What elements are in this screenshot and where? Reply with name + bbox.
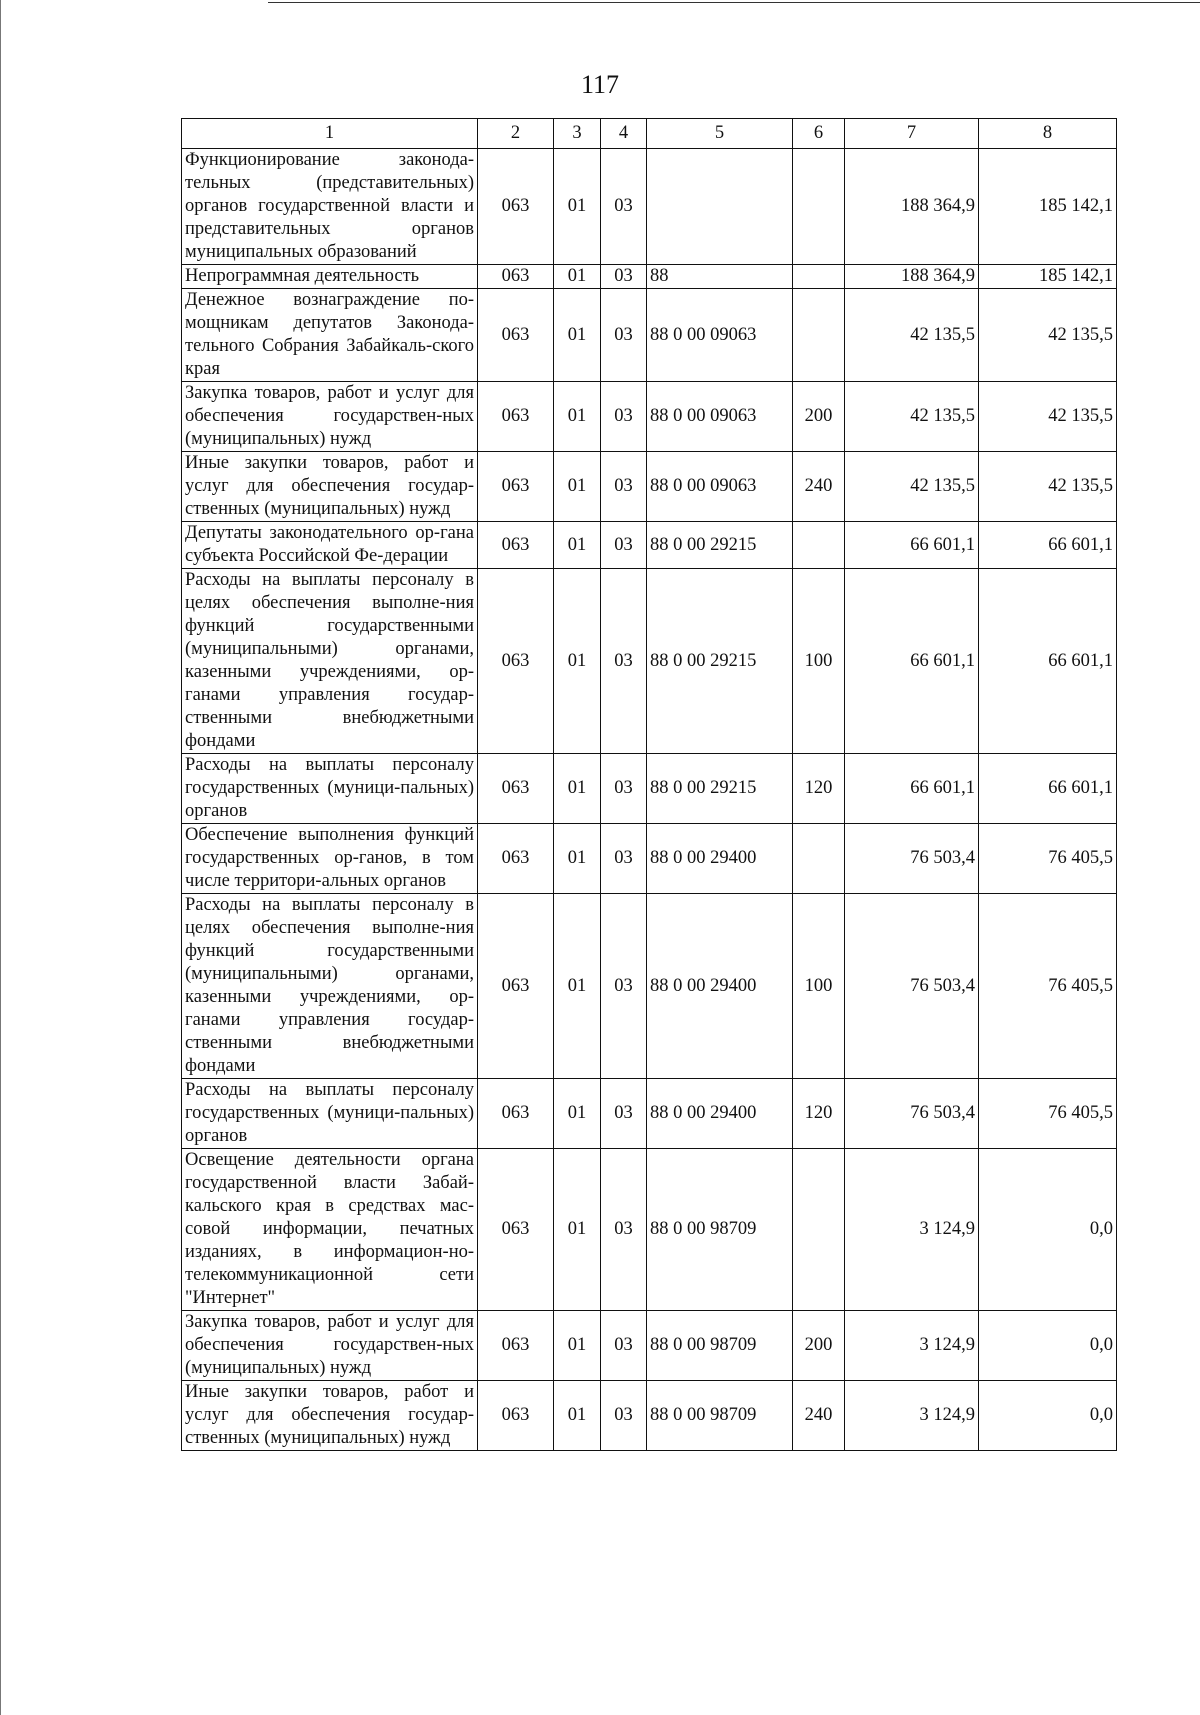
- cell-amount-year-1: 42 135,5: [845, 452, 979, 522]
- cell-subsection-code: 03: [601, 1311, 647, 1381]
- cell-target-article: [647, 149, 793, 265]
- cell-name: Депутаты законодательного ор-гана субъекта Российской Фе-дерации: [182, 522, 478, 569]
- cell-amount-year-2: 76 405,5: [979, 1079, 1117, 1149]
- cell-expense-type: [793, 289, 845, 382]
- cell-target-article: 88 0 00 29400: [647, 1079, 793, 1149]
- cell-target-article: 88 0 00 29215: [647, 569, 793, 754]
- header-row: [182, 119, 1117, 149]
- cell-subsection-code: 03: [601, 382, 647, 452]
- table-row: [182, 1311, 1117, 1381]
- cell-section-code: 01: [554, 289, 601, 382]
- cell-section-code: 01: [554, 382, 601, 452]
- cell-name: Обеспечение выполнения функций государственных ор-ганов, в том числе территори-альных органов: [182, 824, 478, 894]
- cell-name: Расходы на выплаты персоналу в целях обеспечения выполне-ния функций государственными (муниципальными) органами, казенными учреждениями, ор-ганами управления государ-ственными внебюджетными фондами: [182, 894, 478, 1079]
- table-row: [182, 754, 1117, 824]
- cell-expense-type: 120: [793, 1079, 845, 1149]
- cell-subsection-code: 03: [601, 1381, 647, 1451]
- cell-section-code: 01: [554, 754, 601, 824]
- table-row: [182, 1079, 1117, 1149]
- cell-amount-year-2: 185 142,1: [979, 149, 1117, 265]
- cell-section-code: 01: [554, 149, 601, 265]
- cell-amount-year-1: 42 135,5: [845, 382, 979, 452]
- cell-target-article: 88 0 00 29400: [647, 894, 793, 1079]
- cell-expense-type: [793, 1149, 845, 1311]
- cell-amount-year-2: 0,0: [979, 1311, 1117, 1381]
- cell-ministry-code: 063: [478, 894, 554, 1079]
- column-header-8: 8: [979, 119, 1117, 149]
- column-header-6: 6: [793, 119, 845, 149]
- cell-name: Освещение деятельности органа государственной власти Забай-кальского края в средствах мас-совой информации, печатных изданиях, в информацион-но-телекоммуникационной сети "Интернет": [182, 1149, 478, 1311]
- cell-target-article: 88: [647, 265, 793, 289]
- cell-subsection-code: 03: [601, 894, 647, 1079]
- cell-name: Денежное вознаграждение по-мощникам депутатов Законода-тельного Собрания Забайкаль-ского края: [182, 289, 478, 382]
- column-header-2: 2: [478, 119, 554, 149]
- cell-amount-year-2: 66 601,1: [979, 522, 1117, 569]
- cell-ministry-code: 063: [478, 265, 554, 289]
- table-row: [182, 149, 1117, 265]
- cell-target-article: 88 0 00 29215: [647, 754, 793, 824]
- cell-expense-type: 240: [793, 1381, 845, 1451]
- cell-amount-year-1: 66 601,1: [845, 522, 979, 569]
- cell-expense-type: 200: [793, 382, 845, 452]
- cell-target-article: 88 0 00 98709: [647, 1311, 793, 1381]
- table-row: [182, 1149, 1117, 1311]
- cell-name: Функционирование законода-тельных (представительных) органов государственной власти и представительных органов муниципальных образований: [182, 149, 478, 265]
- table-row: [182, 452, 1117, 522]
- cell-expense-type: 200: [793, 1311, 845, 1381]
- cell-amount-year-1: 66 601,1: [845, 754, 979, 824]
- cell-expense-type: [793, 522, 845, 569]
- cell-subsection-code: 03: [601, 1149, 647, 1311]
- cell-target-article: 88 0 00 98709: [647, 1381, 793, 1451]
- cell-expense-type: 100: [793, 569, 845, 754]
- cell-subsection-code: 03: [601, 149, 647, 265]
- cell-subsection-code: 03: [601, 754, 647, 824]
- column-header-3: 3: [554, 119, 601, 149]
- cell-amount-year-1: 188 364,9: [845, 149, 979, 265]
- cell-name: Непрограммная деятельность: [182, 265, 478, 289]
- table-row: [182, 289, 1117, 382]
- cell-name: Расходы на выплаты персоналу государственных (муници-пальных) органов: [182, 1079, 478, 1149]
- cell-amount-year-2: 42 135,5: [979, 289, 1117, 382]
- cell-section-code: 01: [554, 1149, 601, 1311]
- cell-name: Расходы на выплаты персоналу в целях обеспечения выполне-ния функций государственными (муниципальными) органами, казенными учреждениями, ор-ганами управления государ-ственными внебюджетными фондами: [182, 569, 478, 754]
- cell-subsection-code: 03: [601, 289, 647, 382]
- budget-table: [181, 118, 1117, 1451]
- cell-expense-type: [793, 149, 845, 265]
- cell-amount-year-2: 66 601,1: [979, 569, 1117, 754]
- cell-name: Иные закупки товаров, работ и услуг для обеспечения государ-ственных (муниципальных) нужд: [182, 452, 478, 522]
- cell-ministry-code: 063: [478, 569, 554, 754]
- scan-edge-top: [268, 2, 1200, 3]
- cell-section-code: 01: [554, 569, 601, 754]
- cell-target-article: 88 0 00 09063: [647, 452, 793, 522]
- cell-name: Иные закупки товаров, работ и услуг для обеспечения государ-ственных (муниципальных) нужд: [182, 1381, 478, 1451]
- cell-ministry-code: 063: [478, 1149, 554, 1311]
- cell-section-code: 01: [554, 824, 601, 894]
- page-number: 117: [580, 70, 620, 99]
- cell-expense-type: 240: [793, 452, 845, 522]
- cell-ministry-code: 063: [478, 522, 554, 569]
- cell-amount-year-2: 76 405,5: [979, 894, 1117, 1079]
- cell-ministry-code: 063: [478, 289, 554, 382]
- cell-section-code: 01: [554, 894, 601, 1079]
- cell-amount-year-2: 42 135,5: [979, 452, 1117, 522]
- table-row: [182, 382, 1117, 452]
- cell-name: Закупка товаров, работ и услуг для обеспечения государствен-ных (муниципальных) нужд: [182, 1311, 478, 1381]
- cell-target-article: 88 0 00 09063: [647, 289, 793, 382]
- cell-amount-year-2: 185 142,1: [979, 265, 1117, 289]
- cell-subsection-code: 03: [601, 452, 647, 522]
- cell-expense-type: 100: [793, 894, 845, 1079]
- cell-subsection-code: 03: [601, 1079, 647, 1149]
- cell-section-code: 01: [554, 1381, 601, 1451]
- cell-target-article: 88 0 00 09063: [647, 382, 793, 452]
- cell-amount-year-2: 42 135,5: [979, 382, 1117, 452]
- table-row: [182, 894, 1117, 1079]
- cell-target-article: 88 0 00 29215: [647, 522, 793, 569]
- cell-ministry-code: 063: [478, 1311, 554, 1381]
- table-row: [182, 569, 1117, 754]
- table-row: [182, 824, 1117, 894]
- column-header-5: 5: [647, 119, 793, 149]
- cell-ministry-code: 063: [478, 1079, 554, 1149]
- cell-section-code: 01: [554, 1079, 601, 1149]
- cell-expense-type: [793, 265, 845, 289]
- cell-amount-year-1: 3 124,9: [845, 1311, 979, 1381]
- cell-ministry-code: 063: [478, 1381, 554, 1451]
- cell-ministry-code: 063: [478, 824, 554, 894]
- cell-amount-year-1: 66 601,1: [845, 569, 979, 754]
- cell-ministry-code: 063: [478, 754, 554, 824]
- table-row: [182, 1381, 1117, 1451]
- cell-section-code: 01: [554, 522, 601, 569]
- cell-name: Закупка товаров, работ и услуг для обеспечения государствен-ных (муниципальных) нужд: [182, 382, 478, 452]
- cell-expense-type: 120: [793, 754, 845, 824]
- table-row: [182, 522, 1117, 569]
- cell-ministry-code: 063: [478, 382, 554, 452]
- cell-amount-year-1: 3 124,9: [845, 1149, 979, 1311]
- table-body: [182, 149, 1117, 1451]
- column-header-4: 4: [601, 119, 647, 149]
- cell-name: Расходы на выплаты персоналу государственных (муници-пальных) органов: [182, 754, 478, 824]
- cell-subsection-code: 03: [601, 569, 647, 754]
- scan-edge-left: [0, 0, 1, 1715]
- cell-amount-year-1: 76 503,4: [845, 1079, 979, 1149]
- cell-target-article: 88 0 00 29400: [647, 824, 793, 894]
- cell-section-code: 01: [554, 1311, 601, 1381]
- table-header: [182, 119, 1117, 149]
- cell-amount-year-2: 0,0: [979, 1381, 1117, 1451]
- cell-section-code: 01: [554, 265, 601, 289]
- cell-section-code: 01: [554, 452, 601, 522]
- cell-ministry-code: 063: [478, 149, 554, 265]
- cell-target-article: 88 0 00 98709: [647, 1149, 793, 1311]
- cell-subsection-code: 03: [601, 522, 647, 569]
- cell-subsection-code: 03: [601, 824, 647, 894]
- cell-amount-year-1: 188 364,9: [845, 265, 979, 289]
- column-header-1: 1: [182, 119, 478, 149]
- cell-amount-year-1: 76 503,4: [845, 894, 979, 1079]
- column-header-7: 7: [845, 119, 979, 149]
- cell-subsection-code: 03: [601, 265, 647, 289]
- cell-amount-year-1: 42 135,5: [845, 289, 979, 382]
- cell-amount-year-1: 76 503,4: [845, 824, 979, 894]
- table-row: [182, 265, 1117, 289]
- cell-ministry-code: 063: [478, 452, 554, 522]
- cell-amount-year-2: 76 405,5: [979, 824, 1117, 894]
- cell-expense-type: [793, 824, 845, 894]
- cell-amount-year-2: 66 601,1: [979, 754, 1117, 824]
- cell-amount-year-2: 0,0: [979, 1149, 1117, 1311]
- cell-amount-year-1: 3 124,9: [845, 1381, 979, 1451]
